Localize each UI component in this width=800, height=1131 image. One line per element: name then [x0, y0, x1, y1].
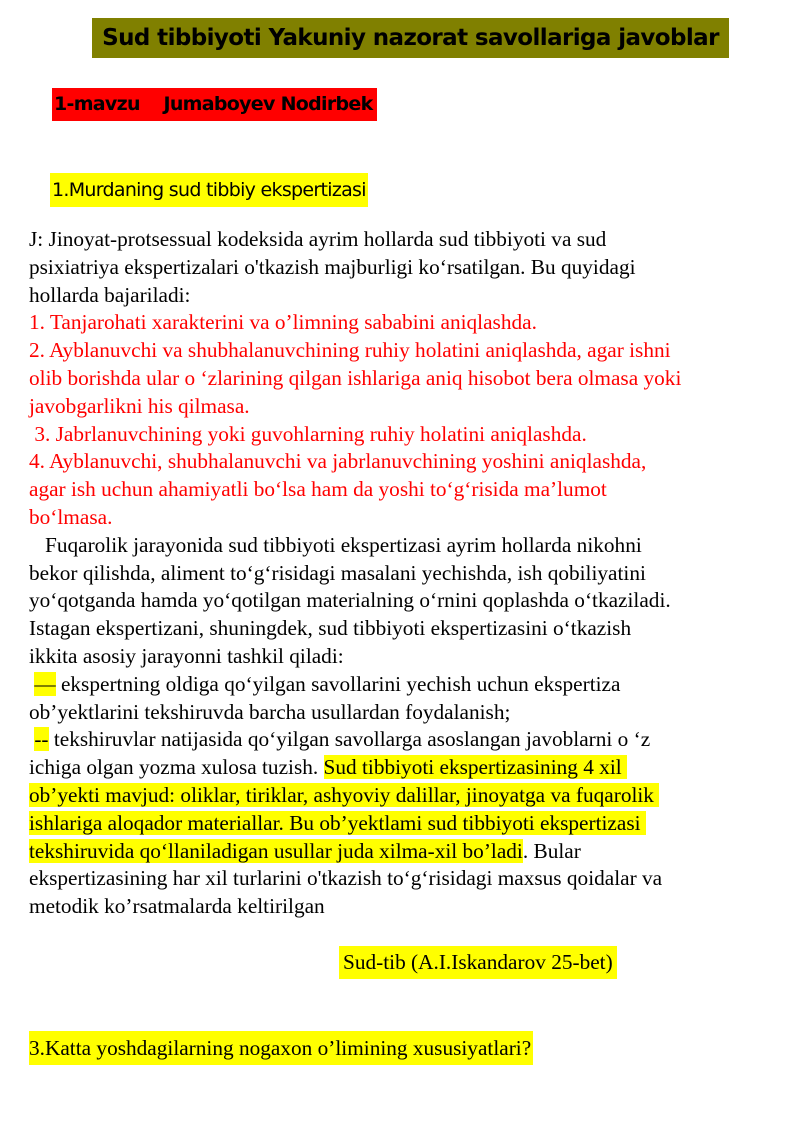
dash-item-1 — [29, 671, 789, 699]
answer-line: ekspertizasining har xil turlarini o'tkazish to‘g‘risidagi maxsus qoidalar va — [29, 866, 663, 891]
dash-item-text: ekspertning oldiga qo‘yilgan savollarini yechish uchun ekspertiza — [55, 671, 621, 696]
answer-body — [29, 226, 789, 921]
dash-marker: -- — [34, 727, 49, 752]
civil-line: bekor qilishda, aliment to‘g‘risidagi masalani yechishda, ish qobiliyatini — [29, 560, 646, 585]
dash-item-1-cont: ob’yektlarini tekshiruvda barcha usullardan foydalanish; — [29, 699, 511, 724]
dash-marker: — — [34, 671, 56, 696]
highlighted-text: Sud tibbiyoti ekspertizasining 4 xil — [323, 755, 628, 780]
question-3-heading: 3.Katta yoshdagilarning nogaxon o’limining xususiyatlari? — [29, 1031, 533, 1065]
document-title: Sud tibbiyoti Yakuniy nazorat savollariga javoblar — [92, 18, 729, 58]
civil-line: Istagan ekspertizani, shuningdek, sud tibbiyoti ekspertizasini o‘tkazish — [29, 616, 632, 641]
red-list-line: 3. Jabrlanuvchining yoki guvohlarning ruhiy holatini aniqlashda. — [29, 421, 587, 446]
dash-item-2-line2 — [29, 754, 789, 782]
answer-line: hollarda bajariladi: — [29, 282, 191, 307]
answer-line: J: Jinoyat-protsessual kodeksida ayrim hollarda sud tibbiyoti va sud — [29, 227, 607, 251]
red-list-line: javobgarlikni his qilmasa. — [29, 393, 250, 418]
dash-item-text: tekshiruvlar natijasida qo‘yilgan savollarga asoslangan javoblarni o ‘z — [48, 727, 651, 752]
answer-line: metodik ko’rsatmalarda keltirilgan — [29, 894, 325, 919]
red-list-line: 1. Tanjarohati xarakterini va o’limning sababini aniqlashda. — [29, 310, 537, 335]
answer-line: psixiatriya ekspertizalari o'tkazish majburligi ko‘rsatilgan. Bu quyidagi — [29, 254, 636, 279]
red-list-line: bo‘lmasa. — [29, 504, 113, 529]
highlighted-line — [29, 838, 789, 866]
civil-line: Fuqarolik jarayonida sud tibbiyoti ekspertizasi ayrim hollarda nikohni — [29, 532, 642, 557]
source-reference: Sud-tib (A.I.Iskandarov 25-bet) — [339, 946, 617, 979]
topic-author-label: 1-mavzu Jumaboyev Nodirbek — [52, 88, 377, 121]
highlighted-text: tekshiruvida qo‘llaniladigan usullar juda xilma-xil bo’ladi — [29, 838, 523, 863]
dash-item-text: . Bular — [522, 838, 581, 863]
dash-item-2 — [29, 726, 789, 754]
red-list-line: 4. Ayblanuvchi, shubhalanuvchi va jabrlanuvchining yoshini aniqlashda, — [29, 449, 647, 474]
question-1-heading: 1.Murdaning sud tibbiy ekspertizasi — [50, 173, 368, 207]
highlighted-text: ob’yekti mavjud: oliklar, tiriklar, ashyoviy dalillar, jinoyatga va fuqarolik — [29, 782, 660, 807]
highlighted-line — [29, 810, 789, 838]
dash-item-text: ichiga olgan yozma xulosa tuzish. — [29, 755, 324, 780]
civil-line: ikkita asosiy jarayonni tashkil qiladi: — [29, 643, 344, 668]
highlighted-line — [29, 782, 789, 810]
red-list-line: agar ish uchun ahamiyatli bo‘lsa ham da yoshi to‘g‘risida ma’lumot — [29, 477, 607, 502]
civil-line: yo‘qotganda hamda yo‘qotilgan materialning o‘rnini qoplashda o‘tkaziladi. — [29, 588, 671, 613]
highlighted-text: ishlariga aloqador materiallar. Bu ob’yektlami sud tibbiyoti ekspertizasi — [29, 810, 646, 835]
red-list-line: olib borishda ular o ‘zlarining qilgan ishlariga aniq hisobot bera olmasa yoki — [29, 365, 682, 390]
red-list-line: 2. Ayblanuvchi va shubhalanuvchining ruhiy holatini aniqlashda, agar ishni — [29, 338, 671, 363]
